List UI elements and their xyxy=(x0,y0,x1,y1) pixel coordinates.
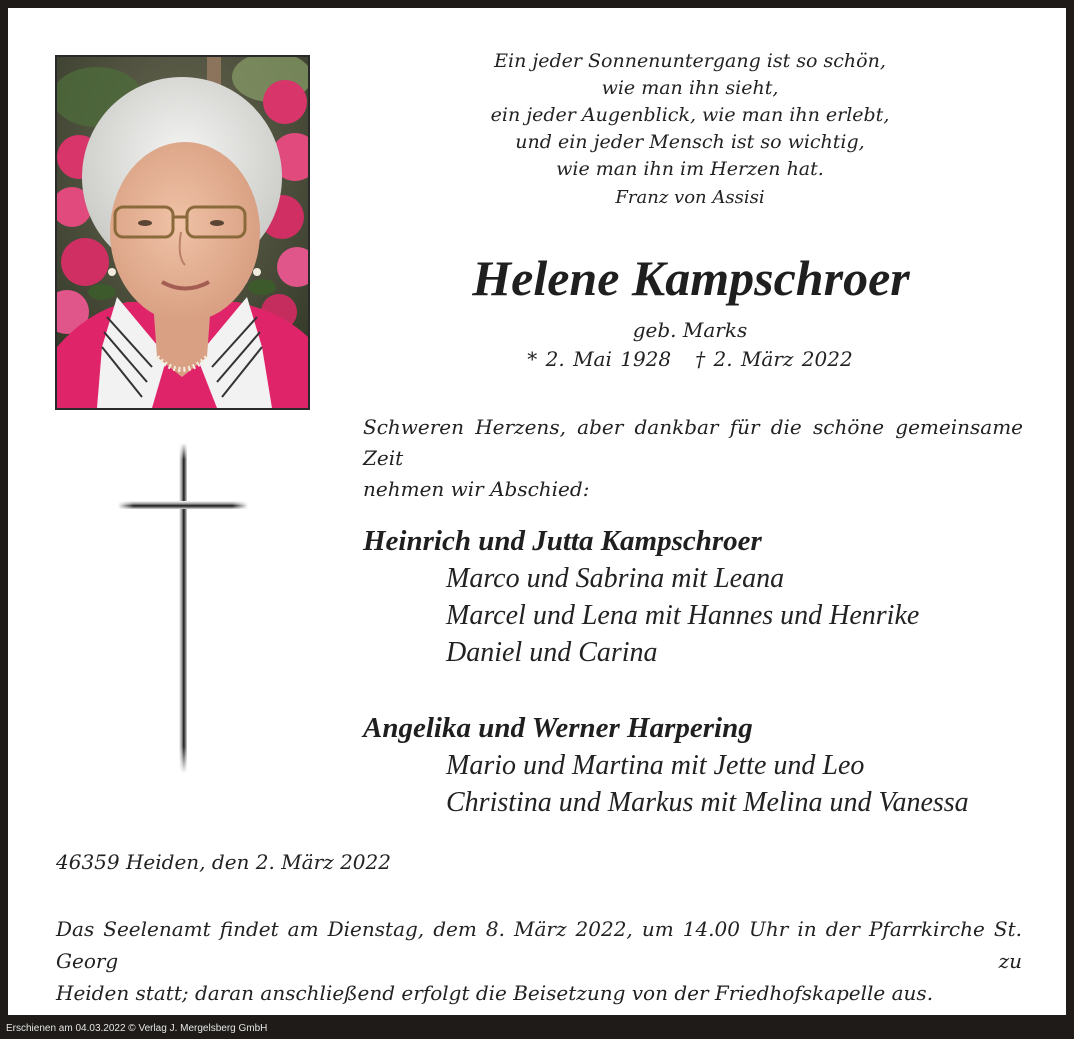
farewell-intro xyxy=(363,412,1023,505)
death-date: † 2. März 2022 xyxy=(695,347,853,371)
quote-line: wie man ihn sieht, xyxy=(601,77,779,99)
funeral-notice xyxy=(56,913,1022,1009)
family-member-line: Daniel und Carina xyxy=(446,637,658,668)
quote-line: wie man ihn im Herzen hat. xyxy=(556,158,824,180)
family-member-line: Christina und Markus mit Melina und Vanessa xyxy=(446,787,969,818)
family-member-line: Mario und Martina mit Jette und Leo xyxy=(446,750,865,781)
quote-line: Ein jeder Sonnenuntergang ist so schön, xyxy=(494,50,886,72)
deceased-name: Helene Kampschroer xyxy=(472,250,910,306)
quote-line: ein jeder Augenblick, wie man ihn erlebt, xyxy=(490,104,890,126)
obituary-sheet xyxy=(8,8,1066,1015)
family-head: Heinrich und Jutta Kampschroer xyxy=(363,525,762,557)
intro-line: nehmen wir Abschied: xyxy=(363,477,590,501)
family-members xyxy=(446,560,919,671)
publication-footer: Erschienen am 04.03.2022 © Verlag J. Mergelsberg GmbH xyxy=(6,1023,268,1034)
family-member-line: Marco und Sabrina mit Leana xyxy=(446,563,785,594)
intro-line: Schweren Herzens, aber dankbar für die schöne gemeinsame Zeit xyxy=(363,415,1023,470)
family-head: Angelika und Werner Harpering xyxy=(363,712,753,744)
life-dates xyxy=(440,345,940,373)
family-member-line: Marcel und Lena mit Hannes und Henrike xyxy=(446,600,920,631)
quote-author: Franz von Assisi xyxy=(615,187,765,208)
quote-line: und ein jeder Mensch ist so wichtig, xyxy=(515,131,865,153)
portrait-image xyxy=(57,57,308,408)
notice-line: Das Seelenamt findet am Dienstag, dem 8. März 2022, um 14.00 Uhr in der Pfarrkirche St. Georg zu xyxy=(56,917,1022,973)
quote xyxy=(440,48,940,211)
birth-date: * 2. Mai 1928 xyxy=(527,347,672,371)
cross-icon xyxy=(118,443,248,773)
notice-line: Heiden statt; daran anschließend erfolgt die Beisetzung von der Friedhofskapelle aus. xyxy=(56,981,934,1005)
portrait-photo xyxy=(55,55,310,410)
place-date: 46359 Heiden, den 2. März 2022 xyxy=(56,850,391,874)
birth-name: geb. Marks xyxy=(632,318,748,342)
family-members xyxy=(446,747,969,821)
